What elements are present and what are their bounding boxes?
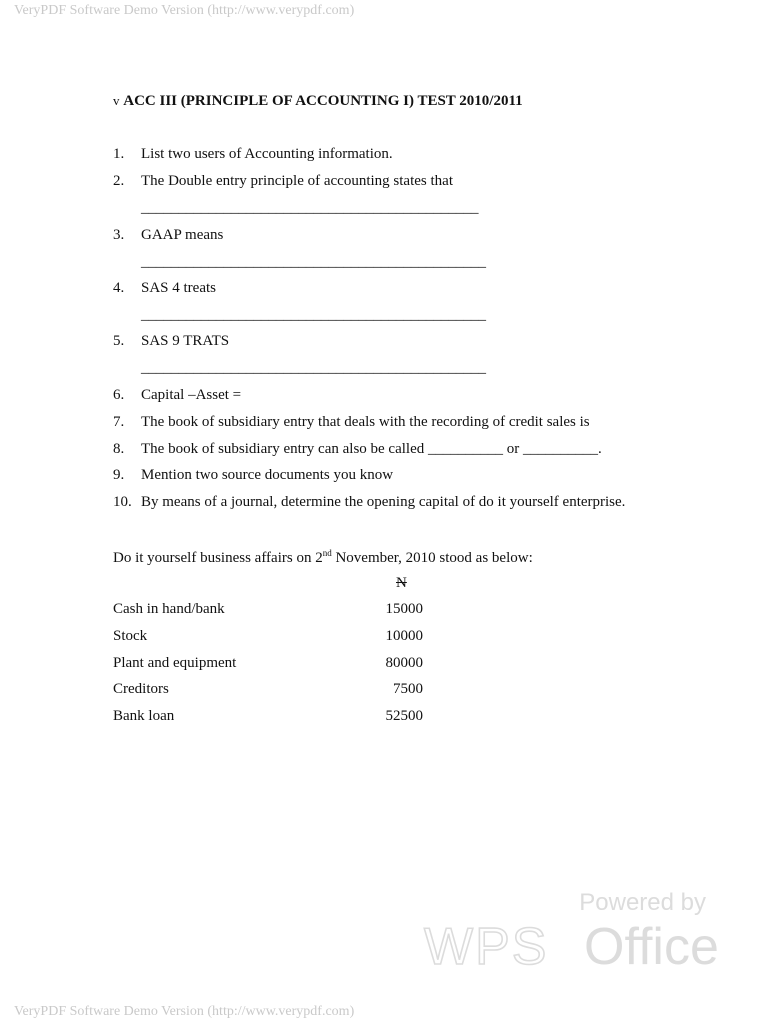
wps-office-logo xyxy=(420,880,720,980)
affairs-sup: nd xyxy=(322,548,332,558)
title-main: ACC III (PRINCIPLE OF ACCOUNTING I) TEST 2010/2011 xyxy=(123,93,523,109)
answer-blank: _____________________________________________ xyxy=(141,200,479,216)
question-text: SAS 4 treats xyxy=(141,280,216,296)
title-prefix: v xyxy=(113,93,120,108)
answer-blank: ______________________________________________ xyxy=(141,307,486,323)
question-number: 2. xyxy=(113,173,125,189)
office-brand-text: Office xyxy=(584,918,719,976)
item-value: 7500 xyxy=(393,681,423,697)
question-number: 8. xyxy=(113,441,125,457)
watermark-bottom: VeryPDF Software Demo Version (http://www.verypdf.com) xyxy=(14,1004,355,1019)
wps-brand-text: WPS xyxy=(424,918,549,976)
item-label: Bank loan xyxy=(113,708,175,724)
question-text: GAAP means xyxy=(141,227,224,243)
question-text: SAS 9 TRATS xyxy=(141,333,230,349)
answer-blank: ______________________________________________ xyxy=(141,254,486,270)
question-number: 7. xyxy=(113,414,125,430)
question-number: 9. xyxy=(113,467,125,483)
answer-blank: ______________________________________________ xyxy=(141,360,486,376)
question-text: Capital –Asset = xyxy=(141,387,242,403)
question-number: 5. xyxy=(113,333,125,349)
affairs-before: Do it yourself business affairs on 2 xyxy=(113,550,323,566)
question-number: 3. xyxy=(113,227,125,243)
question-text: The book of subsidiary entry that deals with the recording of credit sales is xyxy=(141,414,590,430)
item-label: Stock xyxy=(113,628,148,644)
question-number: 10. xyxy=(113,494,132,510)
item-label: Cash in hand/bank xyxy=(113,601,225,617)
affairs-statement xyxy=(113,548,533,567)
powered-by-text: Powered by xyxy=(579,889,706,916)
question-number: 4. xyxy=(113,280,125,296)
item-value: 10000 xyxy=(385,628,423,644)
item-value: 52500 xyxy=(385,708,423,724)
item-value: 80000 xyxy=(385,655,423,671)
item-value: 15000 xyxy=(385,601,423,617)
question-text: By means of a journal, determine the opening capital of do it yourself enterprise. xyxy=(141,494,626,510)
question-number: 1. xyxy=(113,146,125,162)
question-text: The Double entry principle of accounting states that xyxy=(141,173,453,189)
naira-symbol: N xyxy=(396,575,407,591)
question-number: 6. xyxy=(113,387,125,403)
question-text: List two users of Accounting information. xyxy=(141,146,393,162)
question-text: Mention two source documents you know xyxy=(141,467,394,483)
page-title xyxy=(113,93,523,110)
currency-header xyxy=(396,575,407,592)
item-label: Creditors xyxy=(113,681,169,697)
question-text: The book of subsidiary entry can also be called __________ or __________. xyxy=(141,441,602,457)
watermark-top: VeryPDF Software Demo Version (http://www.verypdf.com) xyxy=(14,3,355,18)
item-label: Plant and equipment xyxy=(113,655,237,671)
affairs-after: November, 2010 stood as below: xyxy=(331,550,533,566)
